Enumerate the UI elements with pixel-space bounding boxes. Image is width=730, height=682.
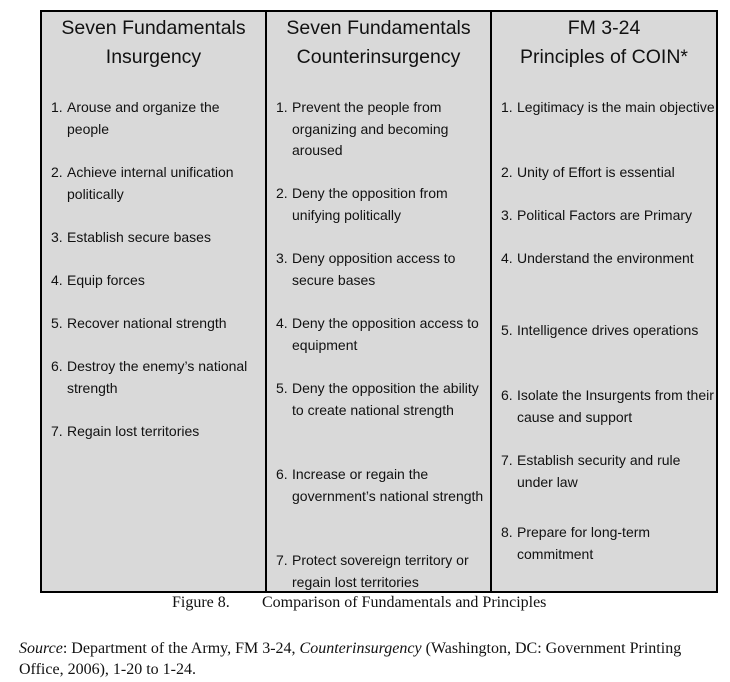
header-line-2: Insurgency	[105, 46, 202, 68]
source-book-title: Counterinsurgency	[299, 640, 422, 657]
list-item: 3. Political Factors are Primary	[501, 207, 693, 223]
figure-label: Figure 8.	[172, 594, 230, 611]
source-label: Source	[19, 640, 63, 657]
source-text-1: : Department of the Army, FM 3-24,	[62, 640, 300, 657]
figure-title: Comparison of Fundamentals and Principles	[262, 594, 547, 611]
list-item: 8. Prepare for long-term commitment	[501, 524, 651, 562]
list-item: 1. Prevent the people from organizing and becoming aroused	[276, 99, 449, 159]
list-item: 5. Recover national strength	[51, 315, 227, 331]
column-header	[267, 14, 490, 72]
list-item: 2. Achieve internal unification politically	[51, 164, 234, 202]
list-item: 4. Equip forces	[51, 272, 145, 288]
column-header	[42, 14, 265, 72]
header-line-1: FM 3-24	[567, 17, 641, 39]
list-item: 5. Deny the opposition the ability to create national strength	[276, 380, 479, 418]
source-text-2: (Washington, DC: Government Printing Office, 2006), 1-20 to 1-24.	[19, 640, 682, 678]
list-item: 6. Isolate the Insurgents from their cause and support	[501, 387, 714, 425]
list-item: 3. Establish secure bases	[51, 229, 211, 245]
list-item: 2. Unity of Effort is essential	[501, 164, 675, 180]
header-line-1: Seven Fundamentals	[286, 17, 471, 39]
header-line-2: Counterinsurgency	[296, 46, 461, 68]
list-item: 7. Establish security and rule under law	[501, 452, 681, 490]
column-insurgency	[42, 12, 267, 591]
source-citation	[19, 638, 719, 680]
list-item: 5. Intelligence drives operations	[501, 322, 699, 338]
list-item: 4. Understand the environment	[501, 250, 694, 266]
list-item: 7. Protect sovereign territory or regain lost territories	[276, 552, 469, 590]
list-item: 2. Deny the opposition from unifying politically	[276, 185, 448, 223]
column-header	[492, 14, 716, 72]
list-item: 6. Increase or regain the government’s national strength	[276, 466, 484, 504]
list-item: 1. Legitimacy is the main objective	[501, 99, 715, 115]
list-item: 3. Deny opposition access to secure bases	[276, 250, 456, 288]
list-item: 1. Arouse and organize the people	[51, 99, 220, 137]
list-item: 7. Regain lost territories	[51, 423, 200, 439]
list-item: 4. Deny the opposition access to equipment	[276, 315, 479, 353]
column-counterinsurgency	[267, 12, 492, 591]
list-item: 6. Destroy the enemy’s national strength	[51, 358, 248, 396]
comparison-table	[40, 10, 718, 593]
header-line-1: Seven Fundamentals	[61, 17, 246, 39]
column-coin-principles	[492, 12, 716, 591]
header-line-2: Principles of COIN*	[520, 46, 688, 68]
